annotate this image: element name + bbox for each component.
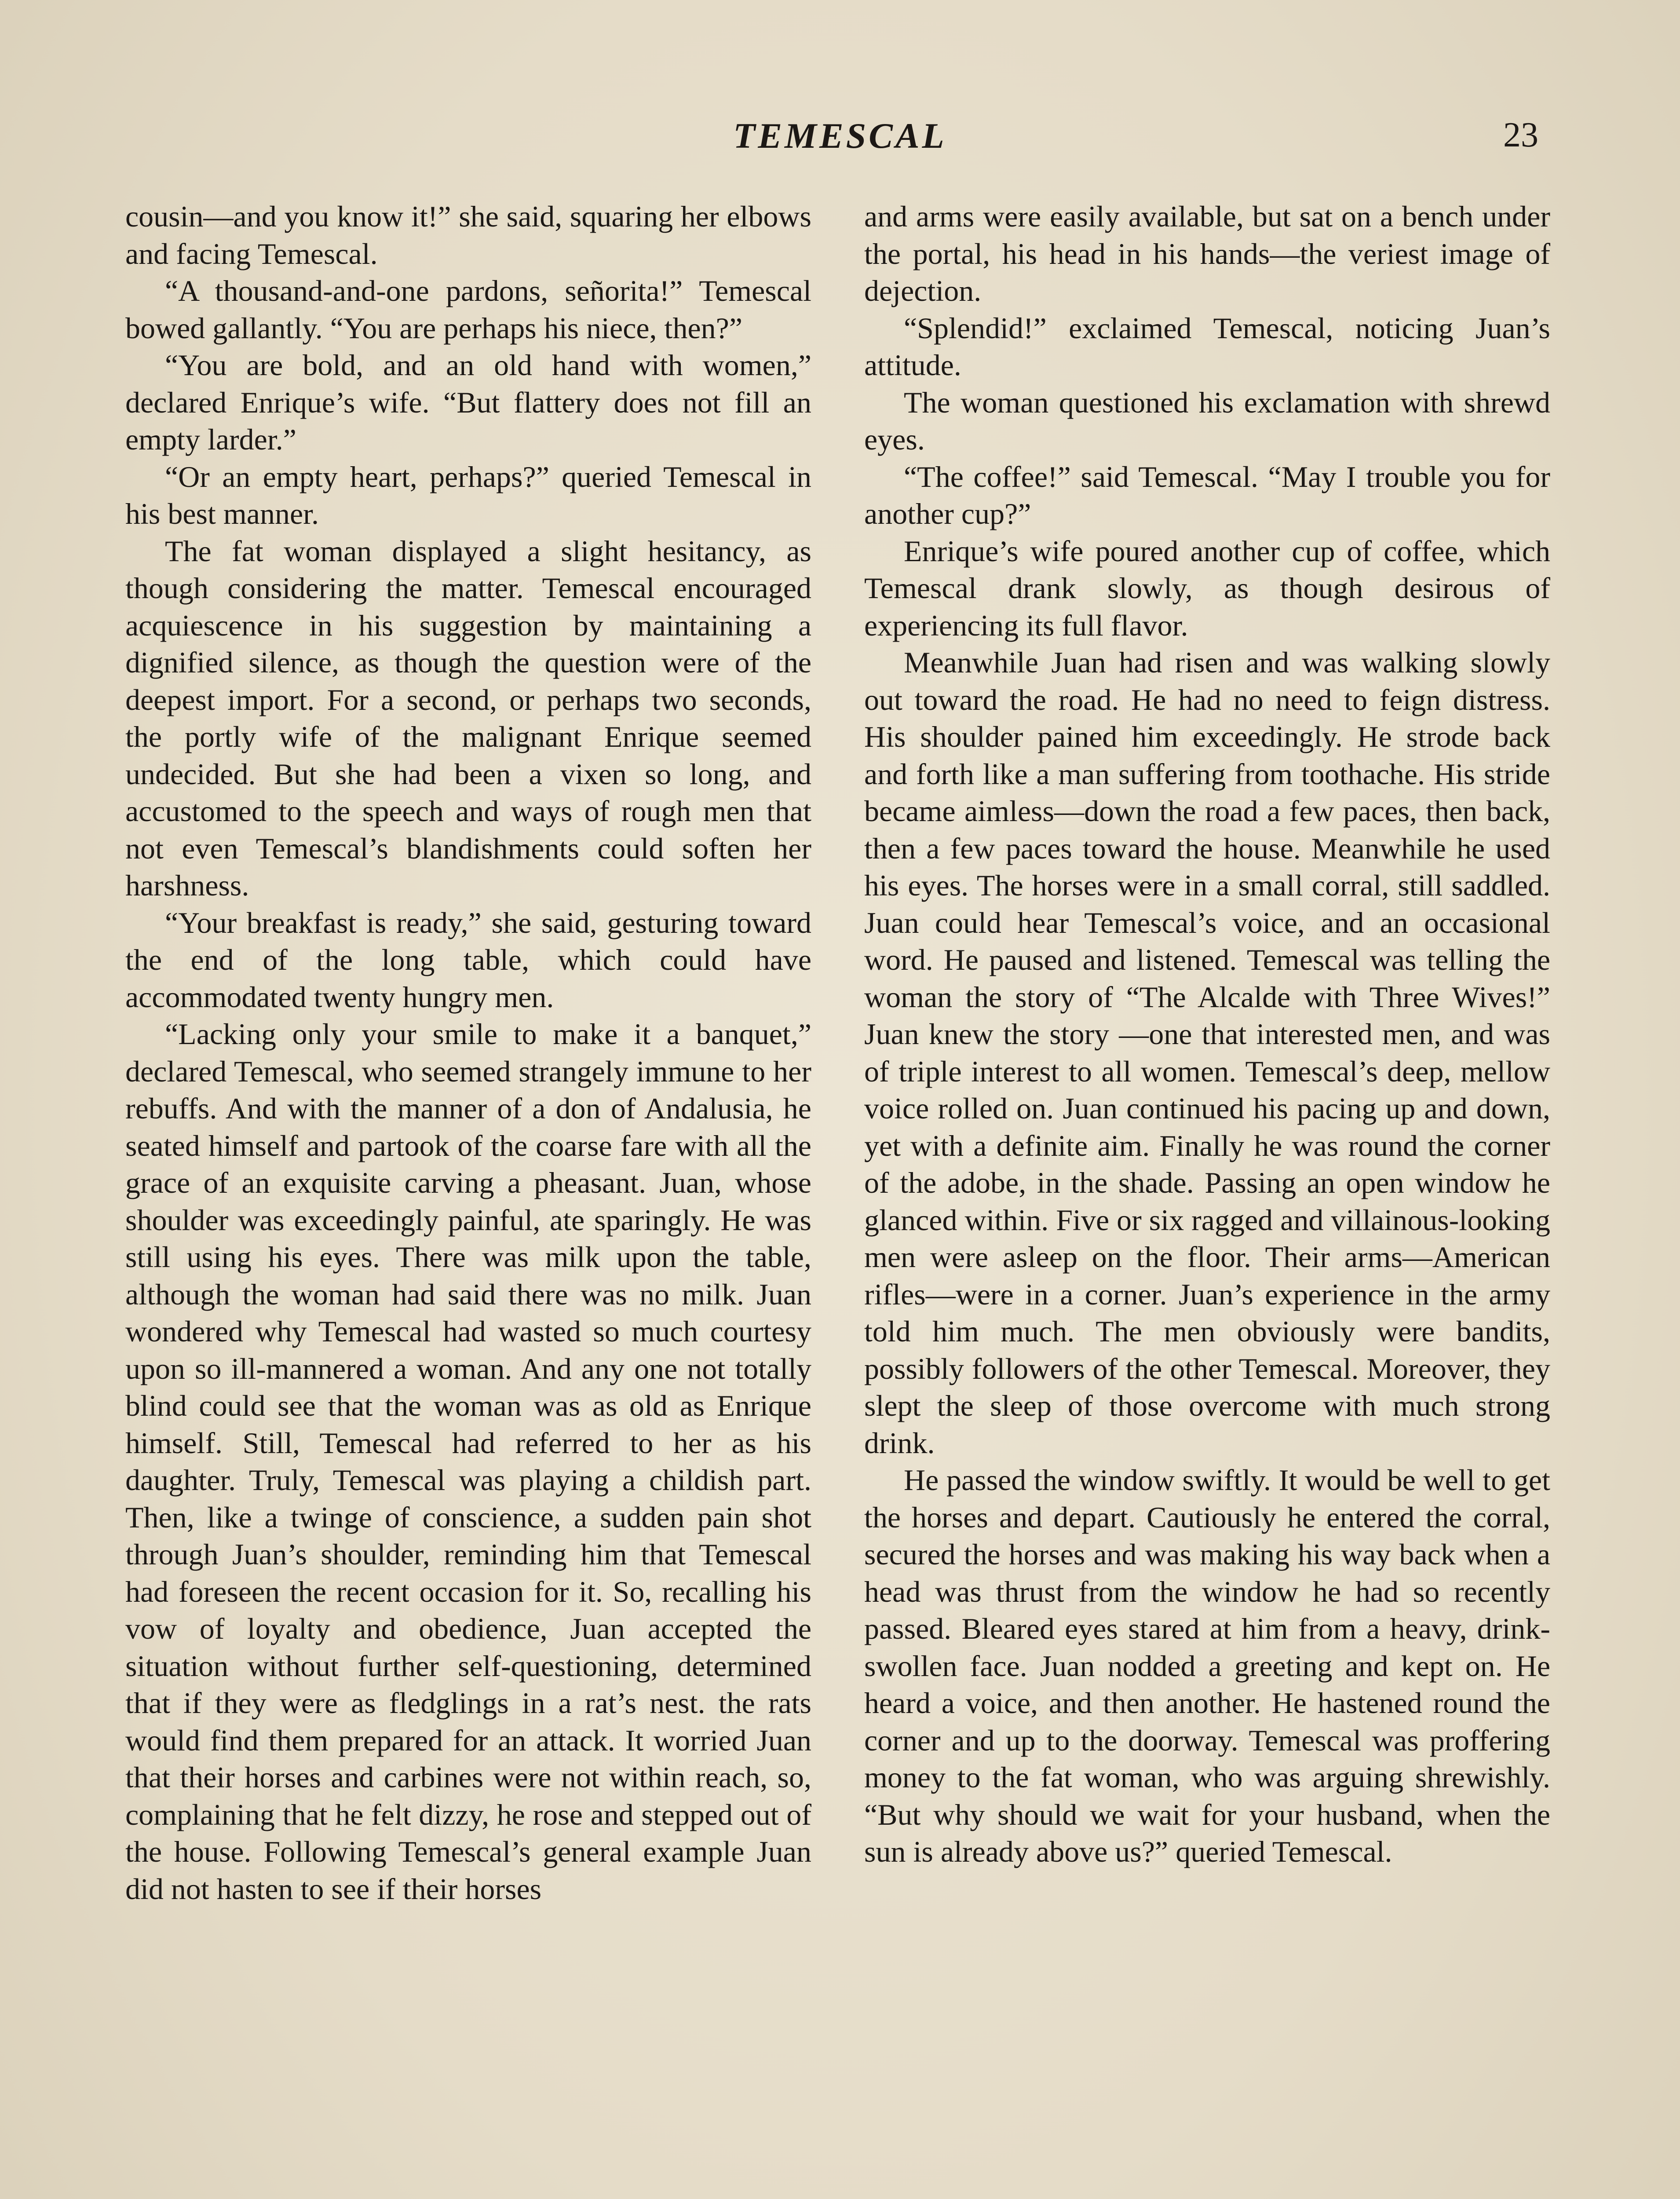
paragraph: “Splendid!” exclaimed Temescal, noticing Juan’s attitude.: [864, 311, 1550, 382]
paragraph: Enrique’s wife poured another cup of coffee, which Temescal drank slowly, as though desirous of experiencing its full flavor.: [864, 534, 1550, 642]
page-number: 23: [1503, 116, 1538, 154]
page-header: [0, 115, 1680, 164]
paragraph: “Or an empty heart, perhaps?” queried Temescal in his best manner.: [125, 460, 811, 530]
paragraph: The woman questioned his exclamation with shrewd eyes.: [864, 385, 1550, 456]
paragraph: “You are bold, and an old hand with women,” declared Enrique’s wife. “But flattery does not fill an empty larder.”: [125, 348, 811, 456]
paragraph: Meanwhile Juan had risen and was walking slowly out toward the road. He had no need to feign distress. His shoulder pained him exceedingly. He strode back and forth like a man suffering from toothache. His stride became aimless—down the road a few paces, then back, then a few paces toward the house. Meanwhile he used his eyes. The horses were in a small corral, still saddled. Juan could hear Temescal’s voice, and an occasional word. He paused and listened. Temescal was telling the woman the story of “The Alcalde with Three Wives!” Juan knew the story —one that interested men, and was of triple interest to all women. Temescal’s deep, mellow voice rolled on. Juan continued his pacing up and down, yet with a definite aim. Finally he was round the corner of the adobe, in the shade. Passing an open window he glanced within. Five or six ragged and villainous-looking men were asleep on the floor. Their arms—American rifles—were in a corner. Juan’s experience in the army told him much. The men obviously were bandits, possibly followers of the other Temescal. Moreover, they slept the sleep of those overcome with much strong drink.: [864, 646, 1550, 1460]
paragraph: He passed the window swiftly. It would be well to get the horses and depart. Cautiously he entered the corral, secured the horses and was making his way back when a head was thrust from the window he had so recently passed. Bleared eyes stared at him from a heavy, drink-swollen face. Juan nodded a greeting and kept on. He heard a voice, and then another. He hastened round the corner and up to the doorway. Temescal was proffering money to the fat woman, who was arguing shrewishly. “But why should we wait for your husband, when the sun is already above us?” queried Temescal.: [864, 1463, 1550, 1868]
paragraph: “A thousand-and-one pardons, señorita!” Temescal bowed gallantly. “You are perhaps his niece, then?”: [125, 274, 811, 345]
right-column: [864, 198, 1550, 2199]
paragraph: The fat woman displayed a slight hesitancy, as though considering the matter. Temescal encouraged acquiescence in his suggestion by maintaining a dignified silence, as though the question were of the deepest import. For a second, or perhaps two seconds, the portly wife of the malignant Enrique seemed undecided. But she had been a vixen so long, and accustomed to the speech and ways of rough men that not even Temescal’s blandishments could soften her harshness.: [125, 534, 811, 902]
paragraph: “Lacking only your smile to make it a banquet,” declared Temescal, who seemed strangely immune to her rebuffs. And with the manner of a don of Andalusia, he seated himself and partook of the coarse fare with all the grace of an exquisite carving a pheasant. Juan, whose shoulder was exceedingly painful, ate sparingly. He was still using his eyes. There was milk upon the table, although the woman had said there was no milk. Juan wondered why Temescal had wasted so much courtesy upon so ill-mannered a woman. And any one not totally blind could see that the woman was as old as Enrique himself. Still, Temescal had referred to her as his daughter. Truly, Temescal was playing a childish part. Then, like a twinge of conscience, a sudden pain shot through Juan’s shoulder, reminding him that Temescal had foreseen the recent occasion for it. So, recalling his vow of loyalty and obedience, Juan accepted the situation without further self-questioning, determined that if they were as fledglings in a rat’s nest. the rats would find them prepared for an attack. It worried Juan that their horses and carbines were not within reach, so, complaining that he felt dizzy, he rose and stepped out of the house. Following Temescal’s general example Juan did not hasten to see if their horses: [125, 1017, 811, 1906]
running-title: TEMESCAL: [733, 116, 947, 156]
text-columns: [125, 198, 1550, 2199]
paragraph: cousin—and you know it!” she said, squaring her elbows and facing Temescal.: [125, 200, 811, 270]
paragraph: and arms were easily available, but sat on a bench under the portal, his head in his hands—the veriest image of dejection.: [864, 200, 1550, 307]
paragraph: “Your breakfast is ready,” she said, gesturing toward the end of the long table, which could have accommodated twenty hungry men.: [125, 906, 811, 1014]
left-column: [125, 198, 811, 2199]
paragraph: “The coffee!” said Temescal. “May I trouble you for another cup?”: [864, 460, 1550, 530]
